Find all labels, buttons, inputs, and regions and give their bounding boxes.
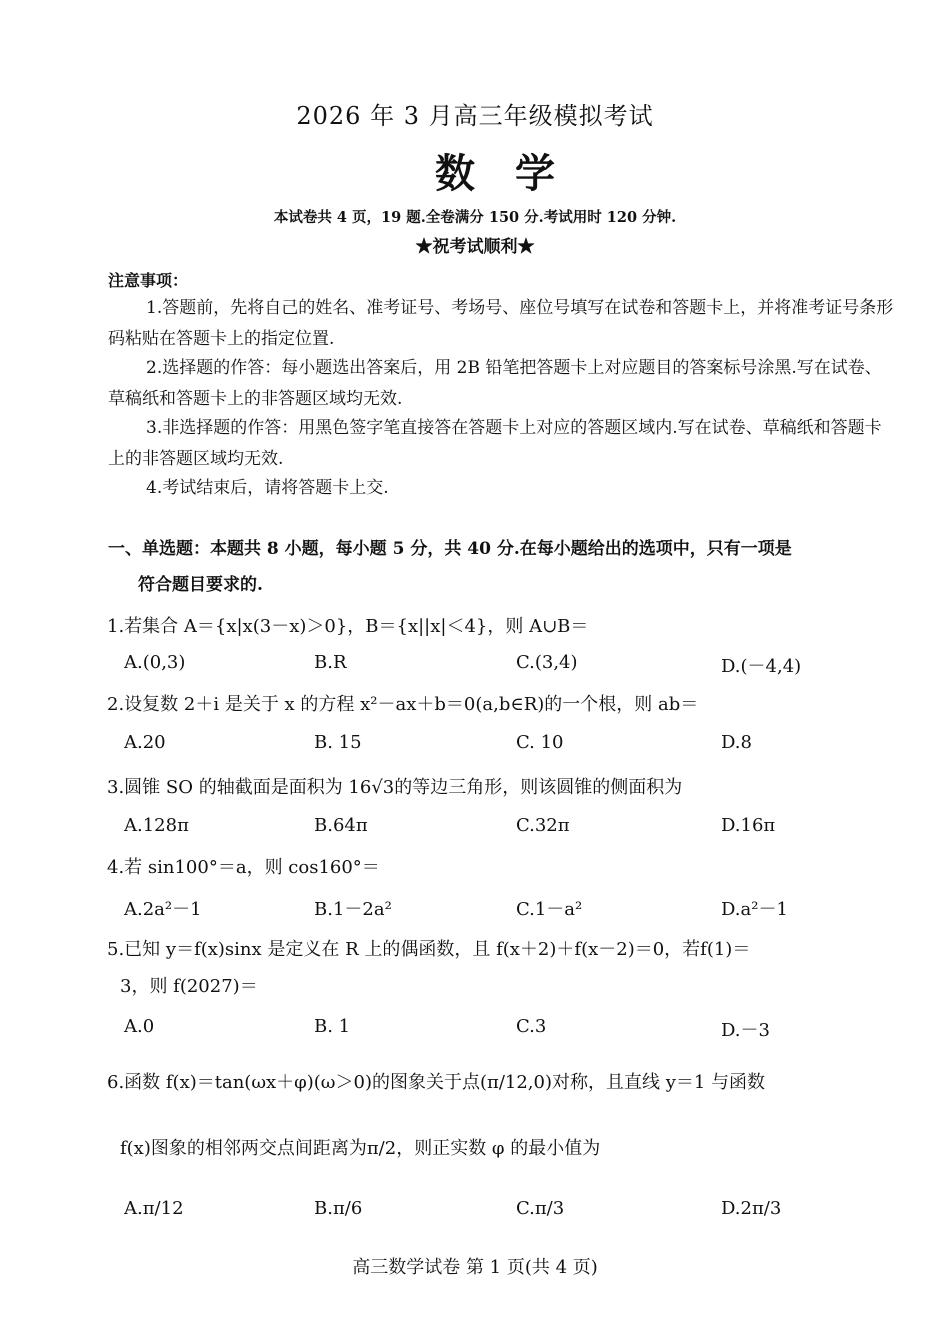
question-5-option-b: B. 1 xyxy=(314,1016,351,1037)
question-4-option-c: C.1－a² xyxy=(516,899,583,920)
question-3-stem: 3.圆锥 SO 的轴截面是面积为 16√3的等边三角形，则该圆锥的侧面积为 xyxy=(107,777,683,798)
question-6-option-b: B.π/6 xyxy=(314,1198,363,1219)
notice-item-2: 2.选择题的作答：每小题选出答案后，用 2B 铅笔把答题卡上对应题目的答案标号涂黑.写在试卷、草稿纸和答题卡上的非答题区域均无效. xyxy=(108,358,882,409)
question-6-stem: 6.函数 f(x)＝tan(ωx＋φ)(ω＞0)的图象关于点(π/12,0)对称，且直线 y＝1 与函数 xyxy=(107,1072,766,1093)
question-3-option-b: B.64π xyxy=(314,815,368,836)
question-2-option-a: A.20 xyxy=(124,732,166,753)
notice-heading: 注意事项： xyxy=(108,271,189,290)
question-5-stem: 5.已知 y＝f(x)sinx 是定义在 R 上的偶函数，且 f(x＋2)＋f(x－2)＝0，若f(1)＝ xyxy=(107,939,751,960)
notice-item-1: 1.答题前，先将自己的姓名、准考证号、考场号、座位号填写在试卷和答题卡上，并将准考证号条形码粘贴在答题卡上的指定位置. xyxy=(108,298,894,349)
question-6-stem-line2: f(x)图象的相邻两交点间距离为π/2，则正实数 φ 的最小值为 xyxy=(120,1138,601,1159)
good-luck-banner: ★祝考试顺利★ xyxy=(415,237,535,257)
notice-item-4: 4.考试结束后，请将答题卡上交. xyxy=(146,478,389,498)
question-6-option-a: A.π/12 xyxy=(124,1198,184,1219)
question-3-option-a: A.128π xyxy=(124,815,189,836)
exam-info: 本试卷共 4 页，19 题.全卷满分 150 分.考试用时 120 分钟. xyxy=(273,209,677,226)
question-1-option-d: D.(－4,4) xyxy=(721,656,802,677)
subject-title: 数学 xyxy=(435,150,595,197)
question-2-option-c: C. 10 xyxy=(516,732,564,753)
question-1-stem: 1.若集合 A＝{x|x(3－x)＞0}，B＝{x||x|＜4}，则 A∪B＝ xyxy=(107,616,589,637)
question-2-option-b: B. 15 xyxy=(314,732,362,753)
question-1-option-b: B.R xyxy=(314,652,347,673)
question-5-option-c: C.3 xyxy=(516,1016,547,1037)
question-4-option-d: D.a²－1 xyxy=(721,899,788,920)
question-1-option-c: C.(3,4) xyxy=(516,652,578,673)
question-4-stem: 4.若 sin100°＝a，则 cos160°＝ xyxy=(107,857,380,878)
section-heading-line2: 符合题目要求的. xyxy=(138,575,263,595)
question-5-stem-line2: 3，则 f(2027)＝ xyxy=(120,976,258,997)
exam-title: 2026 年 3 月高三年级模拟考试 xyxy=(296,102,654,130)
question-3-option-d: D.16π xyxy=(721,815,776,836)
question-1-option-a: A.(0,3) xyxy=(124,652,186,673)
question-3-option-c: C.32π xyxy=(516,815,570,836)
section-heading-line1: 一、单选题：本题共 8 小题，每小题 5 分，共 40 分.在每小题给出的选项中，只有一项是 xyxy=(108,539,792,559)
question-4-option-b: B.1－2a² xyxy=(314,899,392,920)
question-6-option-d: D.2π/3 xyxy=(721,1198,782,1219)
question-6-option-c: C.π/3 xyxy=(516,1198,565,1219)
question-5-option-d: D.－3 xyxy=(721,1020,770,1041)
page-footer: 高三数学试卷 第 1 页(共 4 页) xyxy=(352,1257,598,1278)
question-5-option-a: A.0 xyxy=(124,1016,155,1037)
question-2-stem: 2.设复数 2＋i 是关于 x 的方程 x²－ax＋b＝0(a,b∈R)的一个根，则 ab＝ xyxy=(107,694,699,715)
question-4-option-a: A.2a²－1 xyxy=(124,899,202,920)
notice-item-3: 3.非选择题的作答：用黑色签字笔直接答在答题卡上对应的答题区域内.写在试卷、草稿纸和答题卡上的非答题区域均无效. xyxy=(108,418,882,469)
question-2-option-d: D.8 xyxy=(721,732,752,753)
